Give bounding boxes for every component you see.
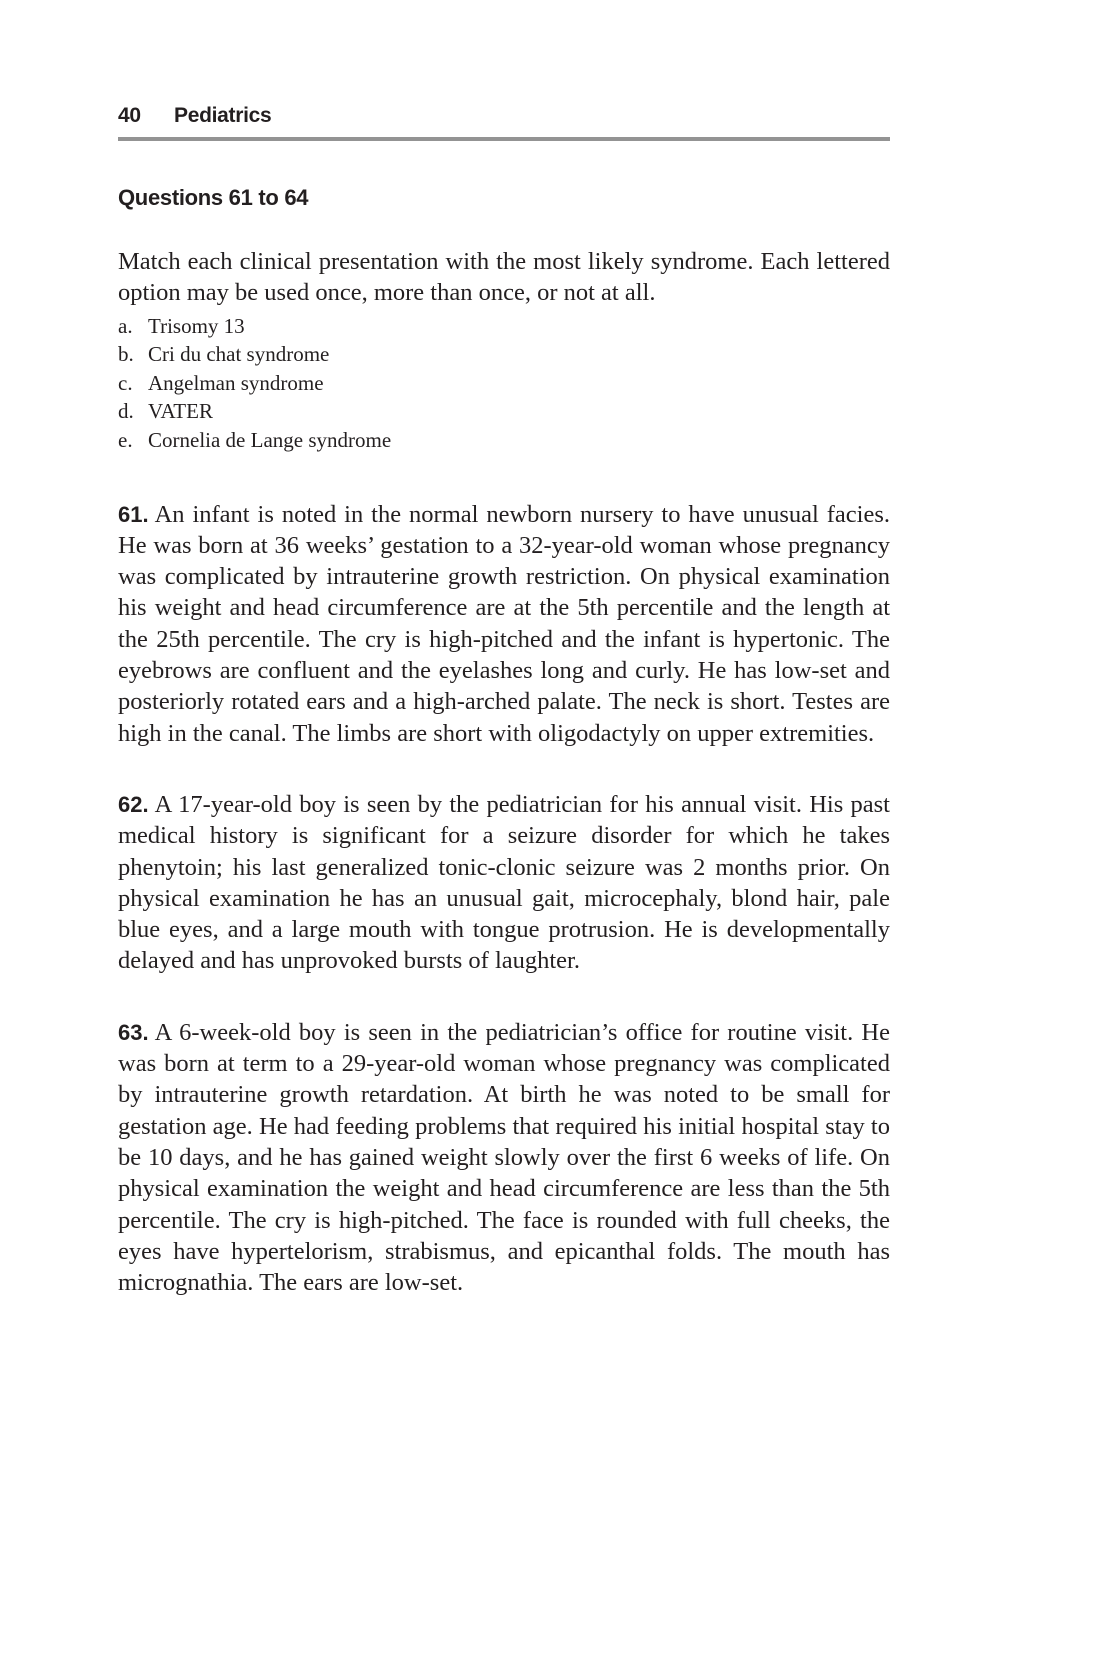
instructions: Match each clinical presentation with the most likely syndrome. Each lettered option may be used once, more than once, or not at all.: [118, 248, 890, 307]
option-letter: a.: [118, 313, 133, 338]
question-63: [118, 1017, 890, 1299]
question-block-body: [118, 246, 890, 1298]
question-number: 61.: [118, 501, 149, 527]
option-letter: c.: [118, 370, 133, 395]
option-letter: b.: [118, 342, 134, 367]
option-item: [118, 426, 890, 455]
question-text: An infant is noted in the normal newborn nursery to have unusual facies. He was born at 36 weeks’ gestation to a 32-year-old woman whose pregnancy was complicated by intrauterine growth restriction. On physical examination his weight and head circumference are at the 5th percentile and the length at the 25th percentile. The cry is high-pitched and the infant is hypertonic. The eyebrows are confluent and the eyelashes long and curly. He has low-set and posteriorly rotated ears and a high-arched palate. The neck is short. Testes are high in the canal. The limbs are short with oligodactyly on upper extremities.: [118, 500, 890, 747]
options-list: [118, 312, 890, 455]
question-text: A 6-week-old boy is seen in the pediatrician’s office for routine visit. He was born at term to a 29-year-old woman whose pregnancy was complicated by intrauterine growth retardation. At birth he was noted to be small for gestation age. He had feeding problems that required his initial hospital stay to be 10 days, and he has gained weight slowly over the first 6 weeks of life. On physical examination the weight and head circumference are less than the 5th percentile. The cry is high-pitched. The face is rounded with full cheeks, the eyes have hypertelorism, strabismus, and epicanthal folds. The mouth has micrognathia. The ears are low-set.: [118, 1018, 890, 1297]
option-text: Cornelia de Lange syndrome: [148, 427, 392, 452]
question-61: [118, 499, 890, 749]
option-item: [118, 340, 890, 369]
option-text: Cri du chat syndrome: [148, 342, 330, 367]
question-number: 62.: [118, 791, 149, 817]
question-number: 63.: [118, 1019, 149, 1045]
option-item: [118, 312, 890, 341]
option-text: VATER: [148, 399, 213, 424]
option-item: [118, 397, 890, 426]
option-text: Angelman syndrome: [148, 370, 324, 395]
option-item: [118, 369, 890, 398]
running-header: [118, 104, 890, 128]
question-text: A 17-year-old boy is seen by the pediatrician for his annual visit. His past medical history is significant for a seizure disorder for which he takes phenytoin; his last generalized tonic-clonic seizure was 2 months prior. On physical examination he has an unusual gait, microcephaly, blond hair, pale blue eyes, and a large mouth with tongue protrusion. He is developmentally delayed and has unprovoked bursts of laughter.: [118, 790, 890, 975]
header-rule: [118, 137, 890, 141]
option-letter: d.: [118, 399, 134, 424]
section-title: Pediatrics: [174, 104, 272, 127]
option-text: Trisomy 13: [148, 313, 245, 338]
question-block-title: Questions 61 to 64: [118, 185, 309, 210]
question-62: [118, 789, 890, 977]
option-letter: e.: [118, 427, 133, 452]
page-number: 40: [118, 104, 141, 127]
